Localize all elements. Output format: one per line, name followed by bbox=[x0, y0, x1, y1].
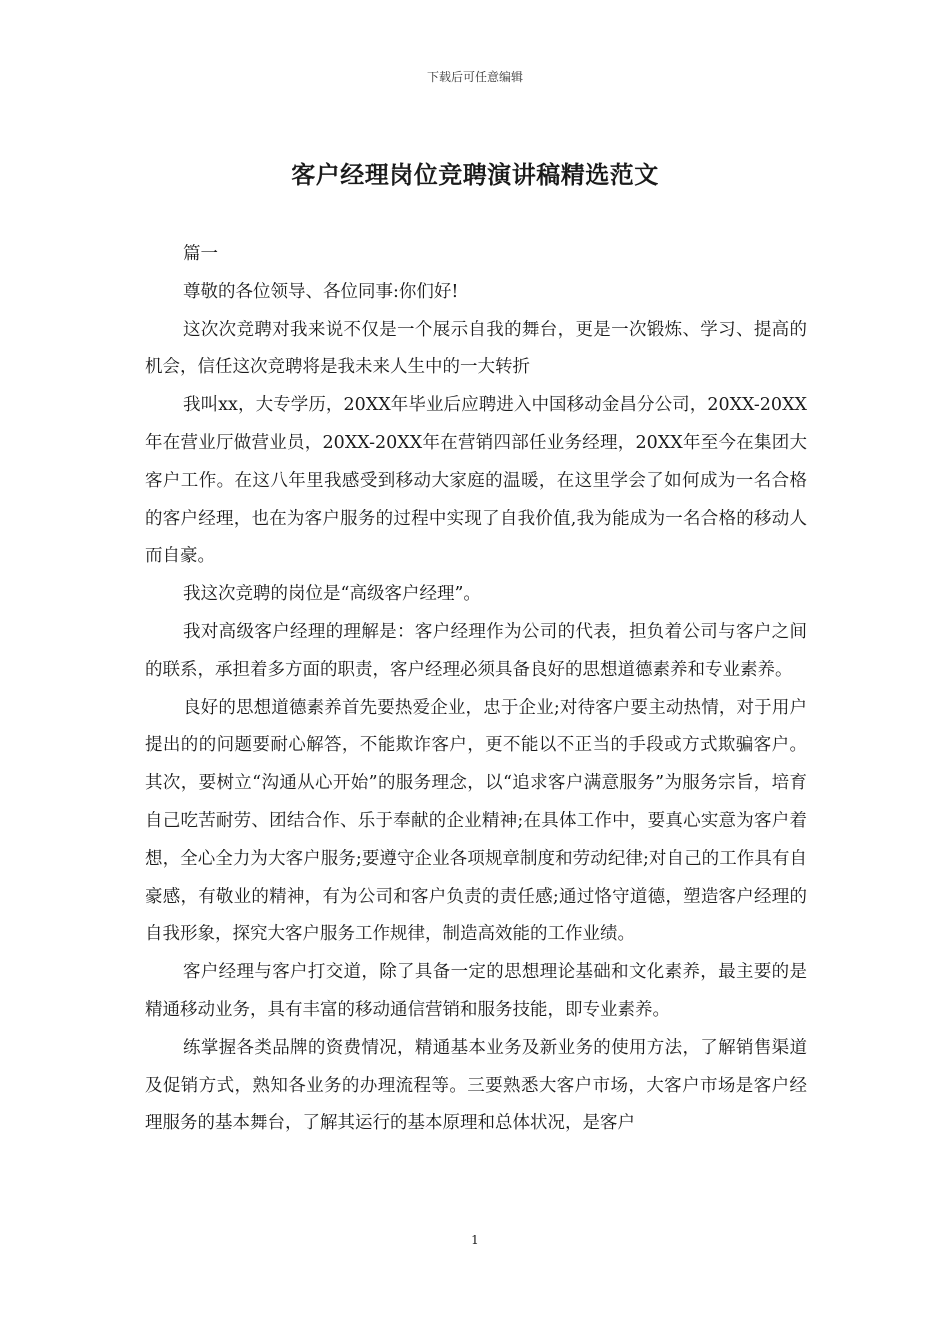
paragraph-salutation: 尊敬的各位领导、各位同事:你们好! bbox=[183, 281, 459, 302]
page-number: 1 bbox=[471, 1233, 479, 1247]
paragraph: 这次次竞聘对我来说不仅是一个展示自我的舞台，更是一次锻炼、学习、提高的机会，信任这次竞聘将是我未来人生中的一大转折 bbox=[145, 319, 807, 378]
paragraph: 我叫xx，大专学历，20XX年毕业后应聘进入中国移动金昌分公司，20XX-20XX年在营业厅做营业员，20XX-20XX年在营销四部任业务经理，20XX年至今在集团大客户工作。在这八年里我感受到移动大家庭的温暖，在这里学会了如何成为一名合格的客户经理，也在为客户服务的过程中实现了自我价值,我为能成为一名合格的移动人而自豪。 bbox=[145, 395, 807, 567]
paragraph-section-label: 篇一 bbox=[183, 244, 218, 264]
paragraph: 我这次竞聘的岗位是“高级客户经理”。 bbox=[183, 584, 481, 605]
document-title: 客户经理岗位竞聘演讲稿精选范文 bbox=[291, 160, 659, 189]
paragraph: 我对高级客户经理的理解是：客户经理作为公司的代表，担负着公司与客户之间的联系，承担着多方面的职责，客户经理必须具备良好的思想道德素养和专业素养。 bbox=[145, 621, 807, 680]
paragraph: 良好的思想道德素养首先要热爱企业，忠于企业;对待客户要主动热情，对于用户提出的的问题要耐心解答，不能欺诈客户，更不能以不正当的手段或方式欺骗客户。其次，要树立“沟通从心开始”的服务理念，以“追求客户满意服务”为服务宗旨，培育自己吃苦耐劳、团结合作、乐于奉献的企业精神;在具体工作中，要真心实意为客户着想，全心全力为大客户服务;要遵守企业各项规章制度和劳动纪律;对自己的工作具有自豪感，有敬业的精神，有为公司和客户负责的责任感;通过恪守道德，塑造客户经理的自我形象，探究大客户服务工作规律，制造高效能的工作业绩。 bbox=[145, 697, 807, 945]
page-header-note: 下载后可任意编辑 bbox=[426, 70, 523, 84]
paragraph: 练掌握各类品牌的资费情况，精通基本业务及新业务的使用方法，了解销售渠道及促销方式，熟知各业务的办理流程等。三要熟悉大客户市场，大客户市场是客户经理服务的基本舞台，了解其运行的基本原理和总体状况，是客户 bbox=[145, 1037, 807, 1134]
paragraph: 客户经理与客户打交道，除了具备一定的思想理论基础和文化素养，最主要的是精通移动业务，具有丰富的移动通信营销和服务技能，即专业素养。 bbox=[145, 962, 807, 1020]
document-body bbox=[145, 236, 807, 1143]
